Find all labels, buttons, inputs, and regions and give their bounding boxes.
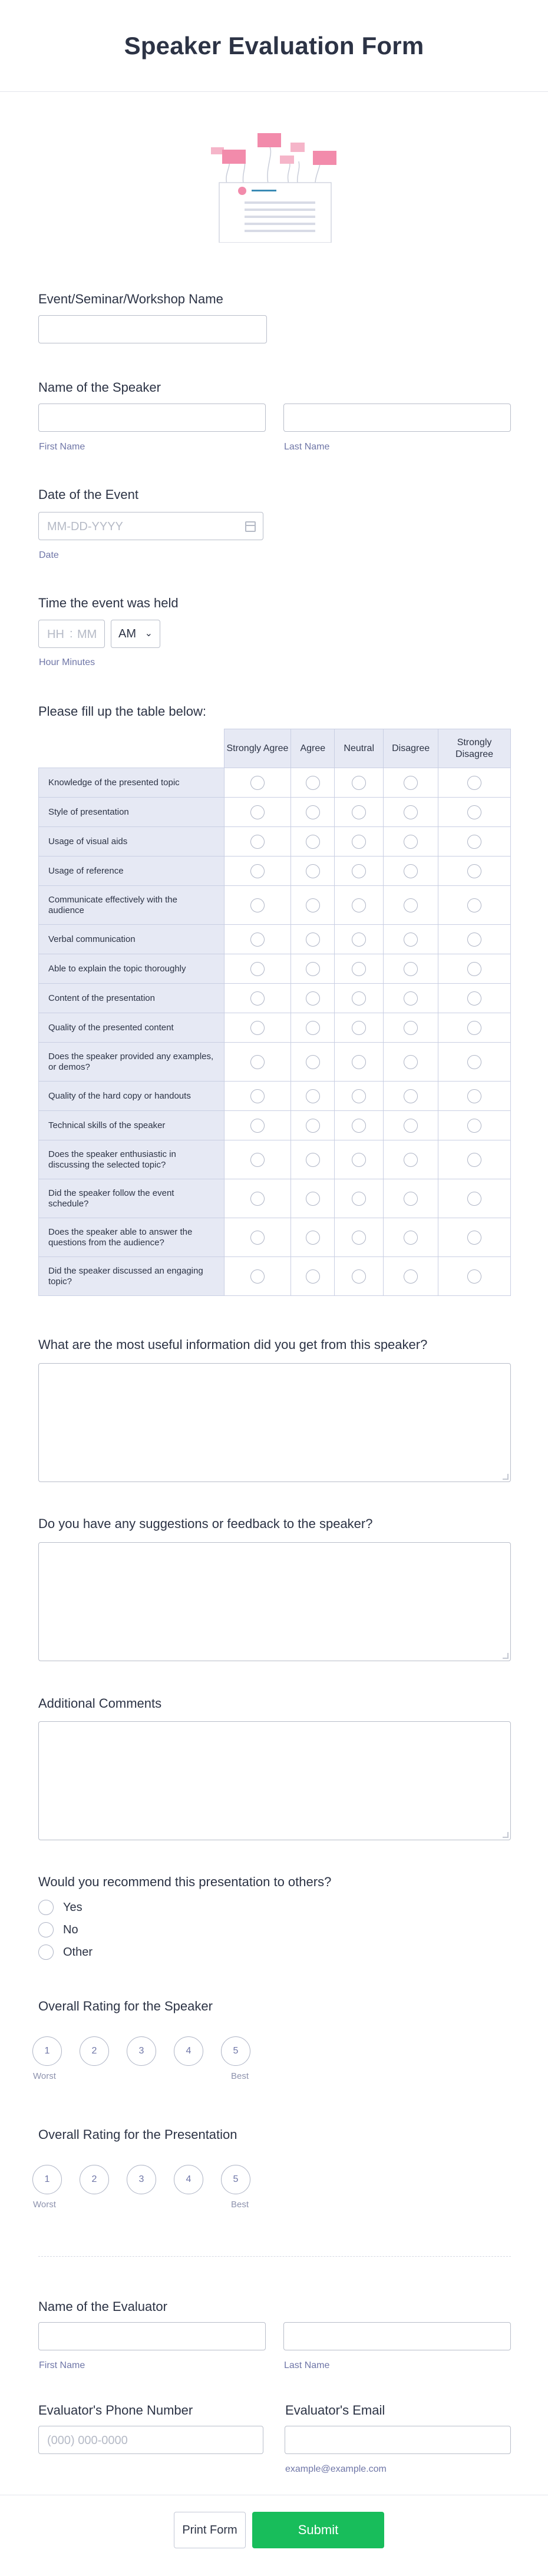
matrix-cell[interactable]: [291, 1179, 335, 1218]
radio-button[interactable]: [404, 805, 418, 819]
matrix-col-header: Strongly Agree: [224, 729, 291, 768]
radio-button[interactable]: [352, 1055, 366, 1069]
radio-button[interactable]: [352, 776, 366, 790]
speaker-rating-1[interactable]: 1: [32, 2036, 62, 2066]
radio-button[interactable]: [467, 932, 481, 947]
radio-button[interactable]: [250, 835, 265, 849]
evaluator-phone-input[interactable]: [38, 2426, 263, 2454]
event-date-placeholder: MM-DD-YYYY: [47, 520, 123, 533]
matrix-cell[interactable]: [224, 925, 291, 954]
matrix-row: [39, 1257, 511, 1296]
matrix-cell[interactable]: [335, 798, 384, 827]
matrix-row-label: Did the speaker discussed an engaging topic?: [39, 1257, 225, 1296]
matrix-label: Please fill up the table below:: [38, 704, 206, 719]
event-time-input[interactable]: [38, 620, 105, 648]
matrix-cell[interactable]: [438, 857, 511, 886]
suggestions-textarea[interactable]: [38, 1542, 511, 1661]
radio-button[interactable]: [306, 1231, 320, 1245]
matrix-cell[interactable]: [224, 768, 291, 798]
radio-button[interactable]: [250, 962, 265, 976]
matrix-row: [39, 857, 511, 886]
matrix-cell[interactable]: [384, 1257, 438, 1296]
event-time-sublabel: Hour Minutes: [39, 657, 95, 667]
radio-button[interactable]: [467, 805, 481, 819]
radio-button[interactable]: [352, 991, 366, 1006]
matrix-cell[interactable]: [224, 857, 291, 886]
radio-button[interactable]: [467, 1231, 481, 1245]
radio-button[interactable]: [467, 991, 481, 1006]
matrix-cell[interactable]: [335, 954, 384, 984]
radio-button[interactable]: [250, 805, 265, 819]
matrix-cell[interactable]: [291, 1218, 335, 1257]
evaluator-last-name-sublabel: Last Name: [284, 2360, 330, 2370]
matrix-cell[interactable]: [438, 1043, 511, 1082]
ampm-value: AM: [118, 627, 136, 640]
matrix-row-label: Verbal communication: [39, 925, 225, 954]
presentation-rating-label: Overall Rating for the Presentation: [38, 2127, 237, 2142]
matrix-col-header: Strongly Disagree: [438, 729, 511, 768]
matrix-cell[interactable]: [438, 1082, 511, 1111]
matrix-cell[interactable]: [384, 1179, 438, 1218]
matrix-cell[interactable]: [335, 1140, 384, 1179]
recommend-option-label: No: [63, 1923, 78, 1936]
section-divider: [38, 2256, 511, 2257]
matrix-cell[interactable]: [438, 954, 511, 984]
evaluator-last-name-input[interactable]: [283, 2322, 511, 2350]
matrix-row-label: Style of presentation: [39, 798, 225, 827]
radio-button[interactable]: [250, 932, 265, 947]
radio-button[interactable]: [467, 898, 481, 912]
matrix-cell[interactable]: [335, 1043, 384, 1082]
matrix-cell[interactable]: [335, 857, 384, 886]
radio-button[interactable]: [404, 1089, 418, 1103]
matrix-cell[interactable]: [384, 925, 438, 954]
matrix-row: [39, 1179, 511, 1218]
matrix-cell[interactable]: [335, 886, 384, 925]
matrix-cell[interactable]: [335, 1218, 384, 1257]
matrix-cell[interactable]: [384, 1013, 438, 1043]
matrix-cell[interactable]: [384, 1111, 438, 1140]
speaker-rating-2[interactable]: 2: [80, 2036, 109, 2066]
form-header: [0, 0, 548, 92]
matrix-row: [39, 827, 511, 857]
matrix-cell[interactable]: [291, 1111, 335, 1140]
recommend-option-label: Yes: [63, 1900, 82, 1914]
recommend-label: Would you recommend this presentation to others?: [38, 1874, 332, 1889]
matrix-cell[interactable]: [438, 1179, 511, 1218]
matrix-row: [39, 1111, 511, 1140]
matrix-cell[interactable]: [335, 984, 384, 1013]
matrix-cell[interactable]: [224, 1111, 291, 1140]
matrix-row: [39, 798, 511, 827]
matrix-row-label: Able to explain the topic thoroughly: [39, 954, 225, 984]
matrix-cell[interactable]: [335, 1013, 384, 1043]
matrix-cell[interactable]: [438, 886, 511, 925]
radio-button[interactable]: [250, 1269, 265, 1284]
matrix-cell[interactable]: [224, 1257, 291, 1296]
matrix-row: [39, 954, 511, 984]
radio-button[interactable]: [404, 1231, 418, 1245]
matrix-cell[interactable]: [291, 857, 335, 886]
presentation-rating-1[interactable]: 1: [32, 2165, 62, 2194]
matrix-cell[interactable]: [224, 1013, 291, 1043]
matrix-row: [39, 1013, 511, 1043]
radio-button[interactable]: [352, 805, 366, 819]
radio-button[interactable]: [467, 1269, 481, 1284]
radio-button[interactable]: [250, 898, 265, 912]
radio-button[interactable]: [38, 1945, 54, 1960]
minute-placeholder: MM: [77, 628, 97, 641]
radio-button[interactable]: [250, 1055, 265, 1069]
matrix-row-label: Quality of the hard copy or handouts: [39, 1082, 225, 1111]
radio-button[interactable]: [306, 1153, 320, 1167]
matrix-cell[interactable]: [291, 1082, 335, 1111]
comments-textarea[interactable]: [38, 1721, 511, 1840]
radio-button[interactable]: [250, 864, 265, 878]
radio-button[interactable]: [250, 991, 265, 1006]
matrix-cell[interactable]: [438, 1257, 511, 1296]
chevron-down-icon: ⌄: [144, 629, 153, 639]
radio-button[interactable]: [404, 1269, 418, 1284]
matrix-cell[interactable]: [291, 768, 335, 798]
matrix-col-header: Disagree: [384, 729, 438, 768]
presentation-rating-5[interactable]: 5: [221, 2165, 250, 2194]
ampm-select[interactable]: [111, 620, 160, 648]
radio-button[interactable]: [467, 1192, 481, 1206]
matrix-row: [39, 1140, 511, 1179]
radio-button[interactable]: [306, 805, 320, 819]
radio-button[interactable]: [352, 1269, 366, 1284]
matrix-col-header: Neutral: [335, 729, 384, 768]
speaker-first-name-input[interactable]: [38, 404, 266, 432]
matrix-row: [39, 1043, 511, 1082]
speaker-last-name-sublabel: Last Name: [284, 442, 330, 452]
matrix-row-label: Knowledge of the presented topic: [39, 768, 225, 798]
matrix-cell[interactable]: [224, 954, 291, 984]
matrix-cell[interactable]: [335, 925, 384, 954]
matrix-row: [39, 925, 511, 954]
presentation-rating-high-caption: Best: [231, 2200, 249, 2210]
matrix-cell[interactable]: [291, 827, 335, 857]
radio-button[interactable]: [352, 962, 366, 976]
matrix-row-label: Usage of visual aids: [39, 827, 225, 857]
matrix-cell[interactable]: [291, 1140, 335, 1179]
matrix-cell[interactable]: [335, 1111, 384, 1140]
radio-button[interactable]: [306, 1055, 320, 1069]
recommend-option-other[interactable]: [38, 1945, 93, 1960]
matrix-cell[interactable]: [335, 827, 384, 857]
matrix-cell[interactable]: [291, 954, 335, 984]
comments-label: Additional Comments: [38, 1696, 162, 1711]
matrix-cell[interactable]: [224, 886, 291, 925]
radio-button[interactable]: [404, 962, 418, 976]
matrix-cell[interactable]: [335, 1082, 384, 1111]
radio-button[interactable]: [306, 1119, 320, 1133]
matrix-cell[interactable]: [291, 1043, 335, 1082]
radio-button[interactable]: [404, 1153, 418, 1167]
radio-button[interactable]: [352, 1192, 366, 1206]
evaluator-phone-label: Evaluator's Phone Number: [38, 2403, 193, 2418]
radio-button[interactable]: [404, 1119, 418, 1133]
radio-button[interactable]: [250, 1192, 265, 1206]
resize-grip-icon[interactable]: [503, 1474, 509, 1480]
radio-button[interactable]: [467, 1153, 481, 1167]
radio-button[interactable]: [352, 1119, 366, 1133]
matrix-row: [39, 886, 511, 925]
radio-button[interactable]: [467, 776, 481, 790]
radio-button[interactable]: [306, 835, 320, 849]
speaker-rating-5[interactable]: 5: [221, 2036, 250, 2066]
radio-button[interactable]: [404, 835, 418, 849]
matrix-cell[interactable]: [224, 1140, 291, 1179]
radio-button[interactable]: [404, 932, 418, 947]
evaluator-email-input[interactable]: [285, 2426, 511, 2454]
matrix-row-label: Communicate effectively with the audience: [39, 886, 225, 925]
matrix-cell[interactable]: [384, 954, 438, 984]
radio-button[interactable]: [250, 1089, 265, 1103]
matrix-cell[interactable]: [384, 1082, 438, 1111]
radio-button[interactable]: [467, 835, 481, 849]
print-form-button[interactable]: Print Form: [174, 2512, 246, 2548]
speaker-rating-4[interactable]: 4: [174, 2036, 203, 2066]
matrix-cell[interactable]: [438, 925, 511, 954]
matrix-row-label: Does the speaker enthusiastic in discussing the selected topic?: [39, 1140, 225, 1179]
radio-button[interactable]: [306, 776, 320, 790]
matrix-row-label: Does the speaker provided any examples, or demos?: [39, 1043, 225, 1082]
suggestions-label: Do you have any suggestions or feedback to the speaker?: [38, 1516, 373, 1531]
matrix-cell[interactable]: [224, 1218, 291, 1257]
matrix-cell[interactable]: [384, 768, 438, 798]
form-title: Speaker Evaluation Form: [124, 31, 424, 59]
radio-button[interactable]: [467, 1089, 481, 1103]
radio-button[interactable]: [352, 1231, 366, 1245]
radio-button[interactable]: [352, 835, 366, 849]
matrix-cell[interactable]: [438, 1218, 511, 1257]
radio-button[interactable]: [306, 1021, 320, 1035]
matrix-row-label: Technical skills of the speaker: [39, 1111, 225, 1140]
hour-placeholder: HH: [47, 628, 64, 641]
radio-button[interactable]: [467, 1021, 481, 1035]
evaluator-email-sublabel: example@example.com: [285, 2464, 387, 2474]
matrix-cell[interactable]: [438, 1111, 511, 1140]
radio-button[interactable]: [404, 1192, 418, 1206]
useful-info-label: What are the most useful information did you get from this speaker?: [38, 1337, 428, 1352]
radio-button[interactable]: [467, 1055, 481, 1069]
radio-button[interactable]: [352, 932, 366, 947]
matrix-cell[interactable]: [291, 1257, 335, 1296]
presentation-rating-2[interactable]: 2: [80, 2165, 109, 2194]
recommend-option-no[interactable]: [38, 1922, 78, 1937]
matrix-cell[interactable]: [438, 1013, 511, 1043]
matrix-cell[interactable]: [384, 886, 438, 925]
evaluator-email-label: Evaluator's Email: [285, 2403, 385, 2418]
matrix-cell[interactable]: [438, 768, 511, 798]
radio-button[interactable]: [404, 1021, 418, 1035]
radio-button[interactable]: [352, 898, 366, 912]
matrix-cell[interactable]: [384, 984, 438, 1013]
matrix-cell[interactable]: [438, 798, 511, 827]
radio-button[interactable]: [404, 991, 418, 1006]
matrix-cell[interactable]: [291, 925, 335, 954]
matrix-cell[interactable]: [224, 798, 291, 827]
matrix-cell[interactable]: [335, 768, 384, 798]
radio-button[interactable]: [250, 1153, 265, 1167]
radio-button[interactable]: [250, 1231, 265, 1245]
radio-button[interactable]: [352, 1089, 366, 1103]
radio-button[interactable]: [38, 1900, 54, 1915]
evaluator-name-label: Name of the Evaluator: [38, 2299, 167, 2314]
recommend-option-yes[interactable]: [38, 1900, 82, 1915]
speaker-illustration: [209, 125, 340, 243]
presentation-rating-3[interactable]: 3: [127, 2165, 156, 2194]
matrix-cell[interactable]: [384, 1140, 438, 1179]
matrix-cell[interactable]: [335, 1257, 384, 1296]
speaker-name-label: Name of the Speaker: [38, 380, 161, 395]
radio-button[interactable]: [306, 898, 320, 912]
matrix-cell[interactable]: [291, 798, 335, 827]
presentation-rating-low-caption: Worst: [33, 2200, 56, 2210]
matrix-cell[interactable]: [384, 798, 438, 827]
radio-button[interactable]: [404, 776, 418, 790]
matrix-cell[interactable]: [384, 857, 438, 886]
speaker-first-name-sublabel: First Name: [39, 442, 85, 452]
speaker-rating-label: Overall Rating for the Speaker: [38, 1999, 213, 2013]
matrix-cell[interactable]: [224, 827, 291, 857]
time-separator: :: [70, 627, 73, 640]
radio-button[interactable]: [352, 1021, 366, 1035]
matrix-cell[interactable]: [438, 1140, 511, 1179]
matrix-cell[interactable]: [335, 1179, 384, 1218]
radio-button[interactable]: [306, 1192, 320, 1206]
event-time-label: Time the event was held: [38, 596, 179, 610]
matrix-cell[interactable]: [224, 1082, 291, 1111]
matrix-cell[interactable]: [291, 984, 335, 1013]
resize-grip-icon[interactable]: [503, 1653, 509, 1659]
matrix-row: [39, 1218, 511, 1257]
speaker-rating-low-caption: Worst: [33, 2071, 56, 2081]
matrix-row-label: Does the speaker able to answer the questions from the audience?: [39, 1218, 225, 1257]
radio-button[interactable]: [467, 864, 481, 878]
matrix-cell[interactable]: [438, 827, 511, 857]
radio-button[interactable]: [250, 1119, 265, 1133]
matrix-cell[interactable]: [384, 1043, 438, 1082]
matrix-row: [39, 984, 511, 1013]
radio-button[interactable]: [250, 1021, 265, 1035]
radio-button[interactable]: [306, 1269, 320, 1284]
radio-button[interactable]: [38, 1922, 54, 1937]
radio-button[interactable]: [404, 864, 418, 878]
radio-button[interactable]: [467, 962, 481, 976]
matrix-cell[interactable]: [438, 984, 511, 1013]
matrix-row: [39, 768, 511, 798]
radio-button[interactable]: [467, 1119, 481, 1133]
matrix-cell[interactable]: [291, 886, 335, 925]
event-name-label: Event/Seminar/Workshop Name: [38, 292, 223, 306]
matrix-corner: [39, 729, 225, 768]
matrix-row-label: Did the speaker follow the event schedule?: [39, 1179, 225, 1218]
matrix-col-header: Agree: [291, 729, 335, 768]
radio-button[interactable]: [250, 776, 265, 790]
event-date-sublabel: Date: [39, 550, 59, 560]
radio-button[interactable]: [306, 991, 320, 1006]
radio-button[interactable]: [306, 864, 320, 878]
event-date-label: Date of the Event: [38, 487, 138, 502]
radio-button[interactable]: [404, 898, 418, 912]
radio-button[interactable]: [404, 1055, 418, 1069]
event-date-input[interactable]: [38, 512, 263, 540]
matrix-header-row: [39, 729, 511, 768]
useful-info-textarea[interactable]: [38, 1363, 511, 1482]
radio-button[interactable]: [352, 864, 366, 878]
matrix-cell[interactable]: [224, 1043, 291, 1082]
radio-button[interactable]: [352, 1153, 366, 1167]
recommend-option-label: Other: [63, 1945, 93, 1959]
evaluator-first-name-input[interactable]: [38, 2322, 266, 2350]
evaluation-matrix: [38, 729, 511, 1296]
calendar-icon[interactable]: [245, 521, 256, 532]
evaluator-first-name-sublabel: First Name: [39, 2360, 85, 2370]
evaluator-phone-placeholder: (000) 000-0000: [47, 2434, 128, 2447]
matrix-cell[interactable]: [224, 1179, 291, 1218]
matrix-row: [39, 1082, 511, 1111]
matrix-cell[interactable]: [384, 1218, 438, 1257]
speaker-rating-3[interactable]: 3: [127, 2036, 156, 2066]
presentation-rating-4[interactable]: 4: [174, 2165, 203, 2194]
matrix-cell[interactable]: [224, 984, 291, 1013]
resize-grip-icon[interactable]: [503, 1832, 509, 1838]
event-name-input[interactable]: [38, 315, 267, 343]
matrix-row-label: Quality of the presented content: [39, 1013, 225, 1043]
radio-button[interactable]: [306, 932, 320, 947]
matrix-cell[interactable]: [291, 1013, 335, 1043]
speaker-rating-high-caption: Best: [231, 2071, 249, 2081]
submit-button[interactable]: Submit: [252, 2512, 384, 2548]
radio-button[interactable]: [306, 1089, 320, 1103]
matrix-row-label: Usage of reference: [39, 857, 225, 886]
radio-button[interactable]: [306, 962, 320, 976]
speaker-last-name-input[interactable]: [283, 404, 511, 432]
matrix-row-label: Content of the presentation: [39, 984, 225, 1013]
matrix-cell[interactable]: [384, 827, 438, 857]
